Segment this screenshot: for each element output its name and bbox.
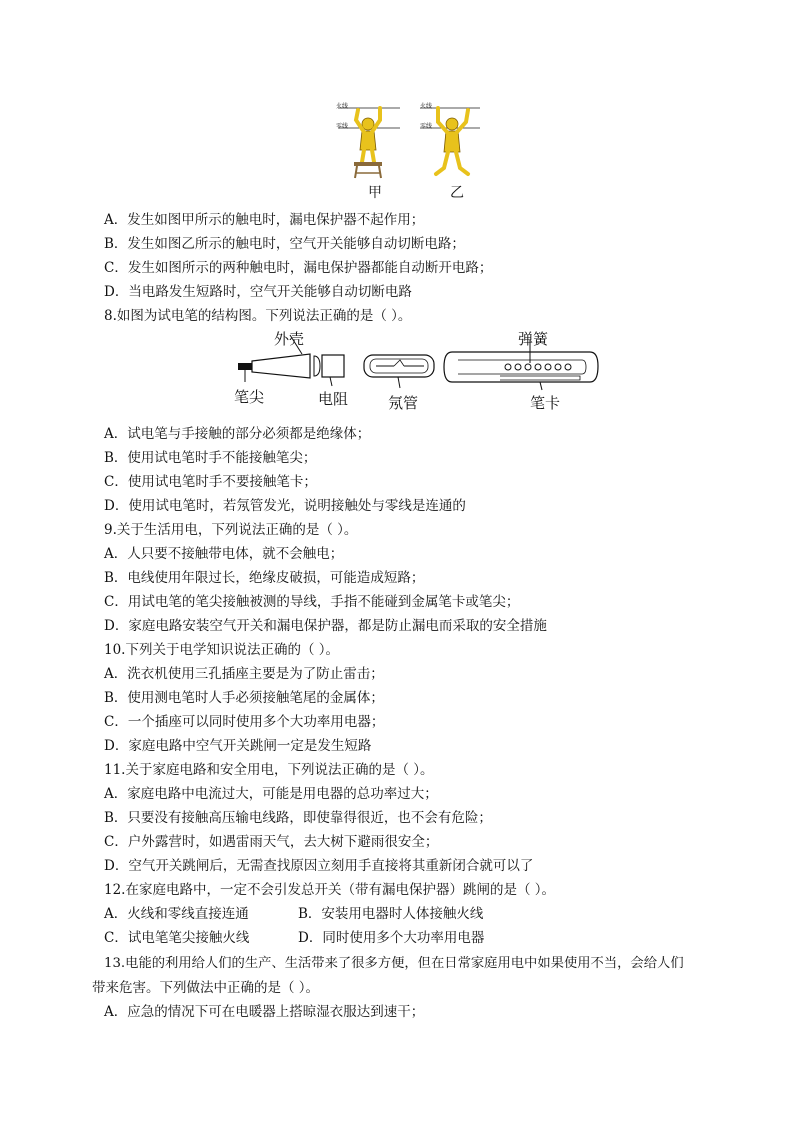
person-on-stool-icon [354,108,382,178]
q10-stem: 10.下列关于电学知识说法正确的（ ）。 [104,642,340,658]
right-live-wire-label: 火线 [420,103,433,110]
label-clip: 笔卡 [530,394,561,412]
q13-stem-line1: 13.电能的利用给人们的生产、生活带来了很多方便，但在日常家庭用电中如果使用不当，会给人们 [104,956,684,971]
q7-option-c: C．发生如图所示的两种触电时，漏电保护器都能自动断开电路； [104,260,493,276]
label-shell: 外壳 [274,330,305,348]
person-shocked-icon [436,108,468,174]
q11-option-c: C．户外露营时，如遇雷雨天气，去大树下避雨很安全； [104,834,439,850]
q9-option-d: D．家庭电路安装空气开关和漏电保护器，都是防止漏电而采取的安全措施 [104,618,547,634]
q9-option-a: A．人只要不接触带电体，就不会触电； [104,546,344,562]
q12-option-a: A．火线和零线直接连通 [104,906,249,922]
q11-option-a: A．家庭电路中电流过大，可能是用电器的总功率过大； [104,786,438,802]
q8-option-d: D．使用试电笔时，若氖管发光，说明接触处与零线是连通的 [104,498,466,514]
q8-stem: 8.如图为试电笔的结构图。下列说法正确的是（ ）。 [104,308,412,324]
q7-option-d: D．当电路发生短路时，空气开关能够自动切断电路 [104,284,412,300]
q10-option-b: B．使用测电笔时人手必须接触笔尾的金属体； [104,690,384,706]
left-neutral-wire-label: 零线 [336,123,349,130]
neon-tube-icon [364,355,434,388]
label-tip: 笔尖 [234,388,265,406]
resistor-icon [314,355,344,386]
q11-option-b: B．只要没有接触高压输电线路，即使靠得很近，也不会有危险； [104,810,492,826]
q11-stem: 11.关于家庭电路和安全用电，下列说法正确的是（ ）。 [104,762,434,778]
label-resistor: 电阻 [318,390,349,408]
figure-label-jia: 甲 [368,185,382,201]
left-live-wire-label: 火线 [336,103,349,110]
q11-option-d: D．空气开关跳闸后，无需查找原因立刻用手直接将其重新闭合就可以了 [104,858,534,874]
q8-option-c: C．使用试电笔时手不要接触笔卡； [104,474,317,490]
q10-option-a: A．洗衣机使用三孔插座主要是为了防止雷击； [104,666,384,682]
q10-option-c: C．一个插座可以同时使用多个大功率用电器； [104,714,385,730]
q8-option-a: A．试电笔与手接触的部分必须都是绝缘体； [104,426,371,442]
q13-option-a: A．应急的情况下可在电暖器上搭晾湿衣服达到速干； [104,1004,425,1020]
q7-option-b: B．发生如图乙所示的触电时，空气开关能够自动切断电路； [104,236,465,252]
figure-label-yi: 乙 [450,185,464,201]
right-neutral-wire-label: 零线 [420,123,433,130]
q12-option-b: B．安装用电器时人体接触火线 [298,906,484,922]
q13-stem-line2: 带来危害。下列做法中正确的是（ ）。 [92,980,320,996]
q9-option-c: C．用试电笔的笔尖接触被测的导线，手指不能碰到金属笔卡或笔尖； [104,594,520,610]
label-spring: 弹簧 [518,330,549,348]
q12-option-d: D．同时使用多个大功率用电器 [298,930,485,946]
q8-option-b: B．使用试电笔时手不能接触笔尖； [104,450,317,466]
electric-shock-figure [334,98,484,190]
q9-stem: 9.关于生活用电，下列说法正确的是（ ）。 [104,522,358,538]
q12-option-c: C．试电笔笔尖接触火线 [104,930,250,946]
q9-option-b: B．电线使用年限过长，绝缘皮破损，可能造成短路； [104,570,425,586]
q12-stem: 12.在家庭电路中，一定不会引发总开关（带有漏电保护器）跳闸的是（ ）。 [104,882,556,898]
q10-option-d: D．家庭电路中空气开关跳闸一定是发生短路 [104,738,372,754]
label-neon: 氖管 [388,394,419,412]
q7-option-a: A．发生如图甲所示的触电时，漏电保护器不起作用； [104,212,425,228]
